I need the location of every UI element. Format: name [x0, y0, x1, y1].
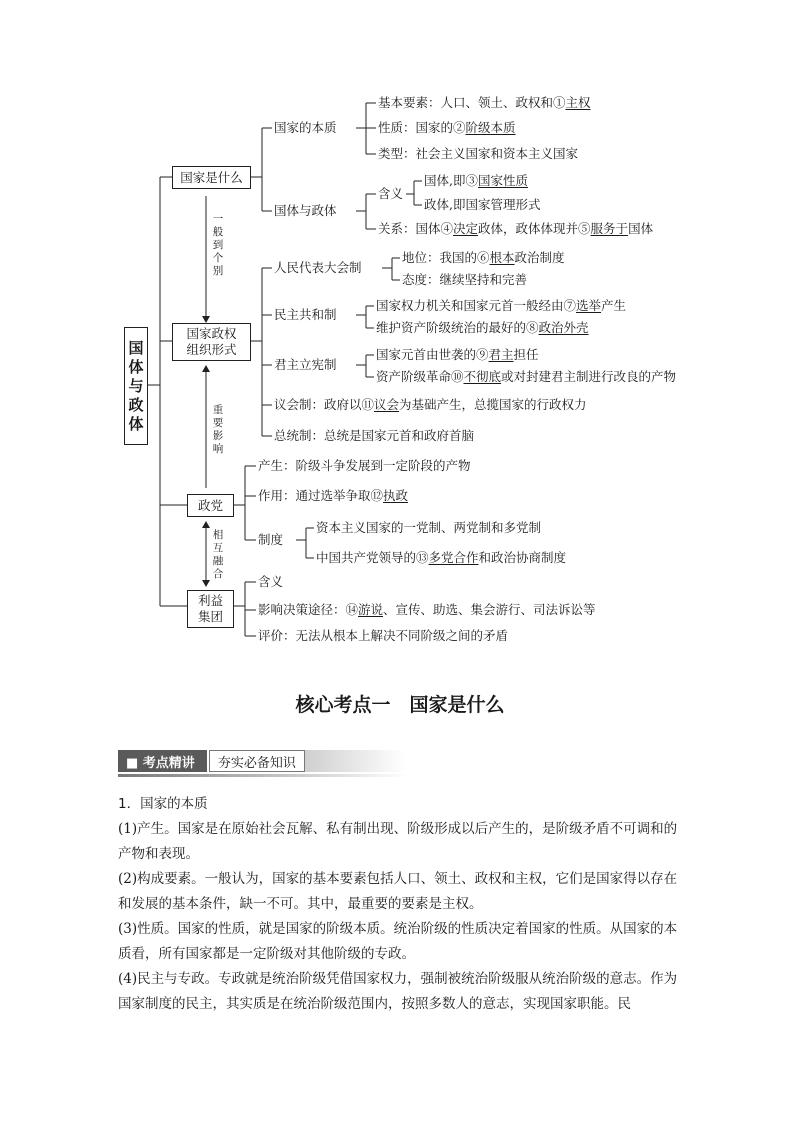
section-heading: 核心考点一 国家是什么: [295, 694, 505, 716]
item-text: 和政治协商制度: [478, 550, 567, 565]
item-text: 政体，政体体现并⑤: [478, 221, 591, 236]
answer-text: 选举: [576, 298, 602, 313]
paragraph: (1)产生。国家是在原始社会瓦解、私有制出现、阶级形成以后产生的，是阶级矛盾不可调和的产物和表现。: [118, 821, 678, 862]
item-text: 地位：我国的⑥: [402, 250, 490, 265]
item-nature: [378, 120, 516, 136]
answer-text: 不彻底: [463, 369, 502, 384]
item-text: 资产阶级革命⑩: [376, 369, 464, 384]
label-form: 国体与政体: [274, 203, 337, 218]
node-regime-line: 组织形式: [186, 342, 237, 357]
answer-text: 政治外壳: [538, 320, 589, 335]
answer-text: 服务于: [590, 221, 629, 236]
paragraph: (3)性质。国家的性质，就是国家的阶级本质。统治阶级的性质决定着国家的性质。从国家的本质看，所有国家都是一定阶级对其他阶级的专政。: [118, 921, 678, 962]
connector-char: 合: [212, 568, 224, 580]
item-interest-evaluation: 评价：无法从根本上解决不同阶级之间的矛盾: [258, 628, 509, 643]
paragraph: (2)构成要素。一般认为，国家的基本要素包括人口、领土、政权和主权，它们是国家得以存在和发展的基本条件，缺一不可。其中，最重要的要素是主权。: [118, 871, 678, 912]
item-text: 政治制度: [514, 250, 565, 265]
item-presidential: 总统制：总统是国家元首和政府首脑: [274, 428, 475, 443]
node-regime-line: 国家政权: [186, 326, 237, 341]
answer-text: 多党合作: [428, 550, 479, 565]
connector-char: 个: [212, 252, 224, 264]
connector-general-to-specific: [212, 213, 224, 278]
label-monarchy: 君主立宪制: [274, 357, 337, 372]
connector-char: 互: [212, 542, 224, 554]
banner-underline: [118, 774, 408, 777]
connector-char: 相: [212, 529, 224, 541]
label-meaning: 含义: [378, 186, 404, 201]
node-party: [187, 494, 234, 517]
item-interest-influence: [258, 602, 596, 618]
label-system: 制度: [258, 532, 284, 547]
banner-light-label: 夯实必备知识: [209, 750, 305, 772]
node-regime: [172, 323, 251, 361]
item-system-2: [316, 550, 566, 566]
connector-char: 一: [212, 213, 224, 225]
item-text: 产生: [601, 298, 627, 313]
item-text: 、宣传、助选、集会游行、司法诉讼等: [383, 602, 596, 617]
item-party-origin: 产生：阶级斗争发展到一定阶段的产物: [258, 458, 471, 473]
label-essence: 国家的本质: [274, 120, 337, 135]
connector-char: 到: [212, 239, 224, 251]
label-republic: 民主共和制: [274, 307, 337, 322]
node-interest-line: 利益: [197, 593, 223, 608]
banner-dark-label: ■ 考点精讲: [118, 750, 207, 772]
item-regime-def: 政体,即国家管理形式: [424, 197, 541, 212]
node-party-label: 政党: [197, 497, 223, 513]
answer-text: 根本: [489, 250, 515, 265]
answer-text: 游说: [358, 602, 384, 617]
connector-important-influence: [212, 404, 224, 456]
root-char: 与: [128, 376, 144, 395]
node-interest: [187, 590, 234, 628]
item-system-1: 资本主义国家的一党制、两党制和多党制: [316, 520, 542, 535]
section-banner: [118, 750, 405, 772]
item-monarchy-1: [376, 347, 539, 363]
item-monarchy-2: [376, 369, 676, 385]
connector-char: 影: [212, 430, 224, 442]
item-republic-1: [376, 298, 626, 314]
item-relation: [378, 221, 653, 237]
connector-char: 响: [212, 443, 224, 455]
item-interest-meaning: 含义: [258, 574, 284, 589]
connector-char: 般: [212, 226, 224, 238]
item-elements: [378, 95, 591, 111]
item-republic-2: [376, 320, 589, 336]
root-char: 国: [128, 338, 144, 357]
answer-text: 君主: [488, 347, 514, 362]
item-text: 性质：国家的②: [378, 120, 466, 135]
item-text: 基本要素：人口、领土、政权和①: [378, 95, 566, 110]
item-text: 中国共产党领导的⑬: [316, 550, 429, 565]
root-char: 体: [128, 414, 144, 433]
item-text: 影响决策途径：⑭: [258, 602, 359, 617]
answer-text: 执政: [383, 488, 409, 503]
item-npc-status: [402, 250, 565, 266]
answer-text: 议会: [374, 397, 400, 412]
item-text: 议会制：政府以⑪: [274, 397, 375, 412]
item-polity: [424, 173, 528, 189]
item-text: 担任: [513, 347, 539, 362]
body-text: [118, 792, 684, 1017]
item-text: 国家元首由世袭的⑨: [376, 347, 489, 362]
item-text: 国家权力机关和国家元首一般经由⑦: [376, 298, 577, 313]
item-text: 作用：通过选举争取⑫: [258, 488, 384, 503]
item-types: 类型：社会主义国家和资本主义国家: [378, 146, 579, 161]
sub-title: 1．国家的本质: [118, 796, 208, 812]
label-npc: 人民代表大会制: [274, 260, 362, 275]
root-node: [124, 327, 148, 445]
item-text: 维护资产阶级统治的最好的⑧: [376, 320, 539, 335]
answer-text: 主权: [565, 95, 591, 110]
connector-char: 要: [212, 417, 224, 429]
answer-text: 国家性质: [477, 173, 528, 188]
root-char: 政: [128, 395, 144, 414]
banner-fade: [305, 750, 405, 772]
item-text: 国体: [628, 221, 654, 236]
answer-text: 阶级本质: [465, 120, 516, 135]
node-country-label: 国家是什么: [180, 169, 243, 185]
item-text: 为基础产生，总揽国家的行政权力: [399, 397, 587, 412]
connector-char: 别: [212, 265, 224, 277]
node-interest-line: 集团: [197, 609, 223, 624]
item-text: 关系：国体④: [378, 221, 454, 236]
root-char: 体: [128, 357, 144, 376]
connector-char: 重: [212, 404, 224, 416]
paragraph: (4)民主与专政。专政就是统治阶级凭借国家权力，强制被统治阶级服从统治阶级的意志。作为国家制度的民主，其实质是在统治阶级范围内，按照多数人的意志，实现国家职能。民: [118, 971, 678, 1012]
item-party-role: [258, 488, 408, 504]
node-country: [172, 166, 251, 189]
answer-text: 决定: [453, 221, 479, 236]
item-parliament: [274, 397, 587, 413]
item-text: 或对封建君主制进行改良的产物: [501, 369, 677, 384]
item-npc-attitude: 态度：继续坚持和完善: [402, 272, 528, 287]
connector-mutual-fusion: [212, 529, 224, 581]
item-text: 国体,即③: [424, 173, 478, 188]
connector-char: 融: [212, 555, 224, 567]
